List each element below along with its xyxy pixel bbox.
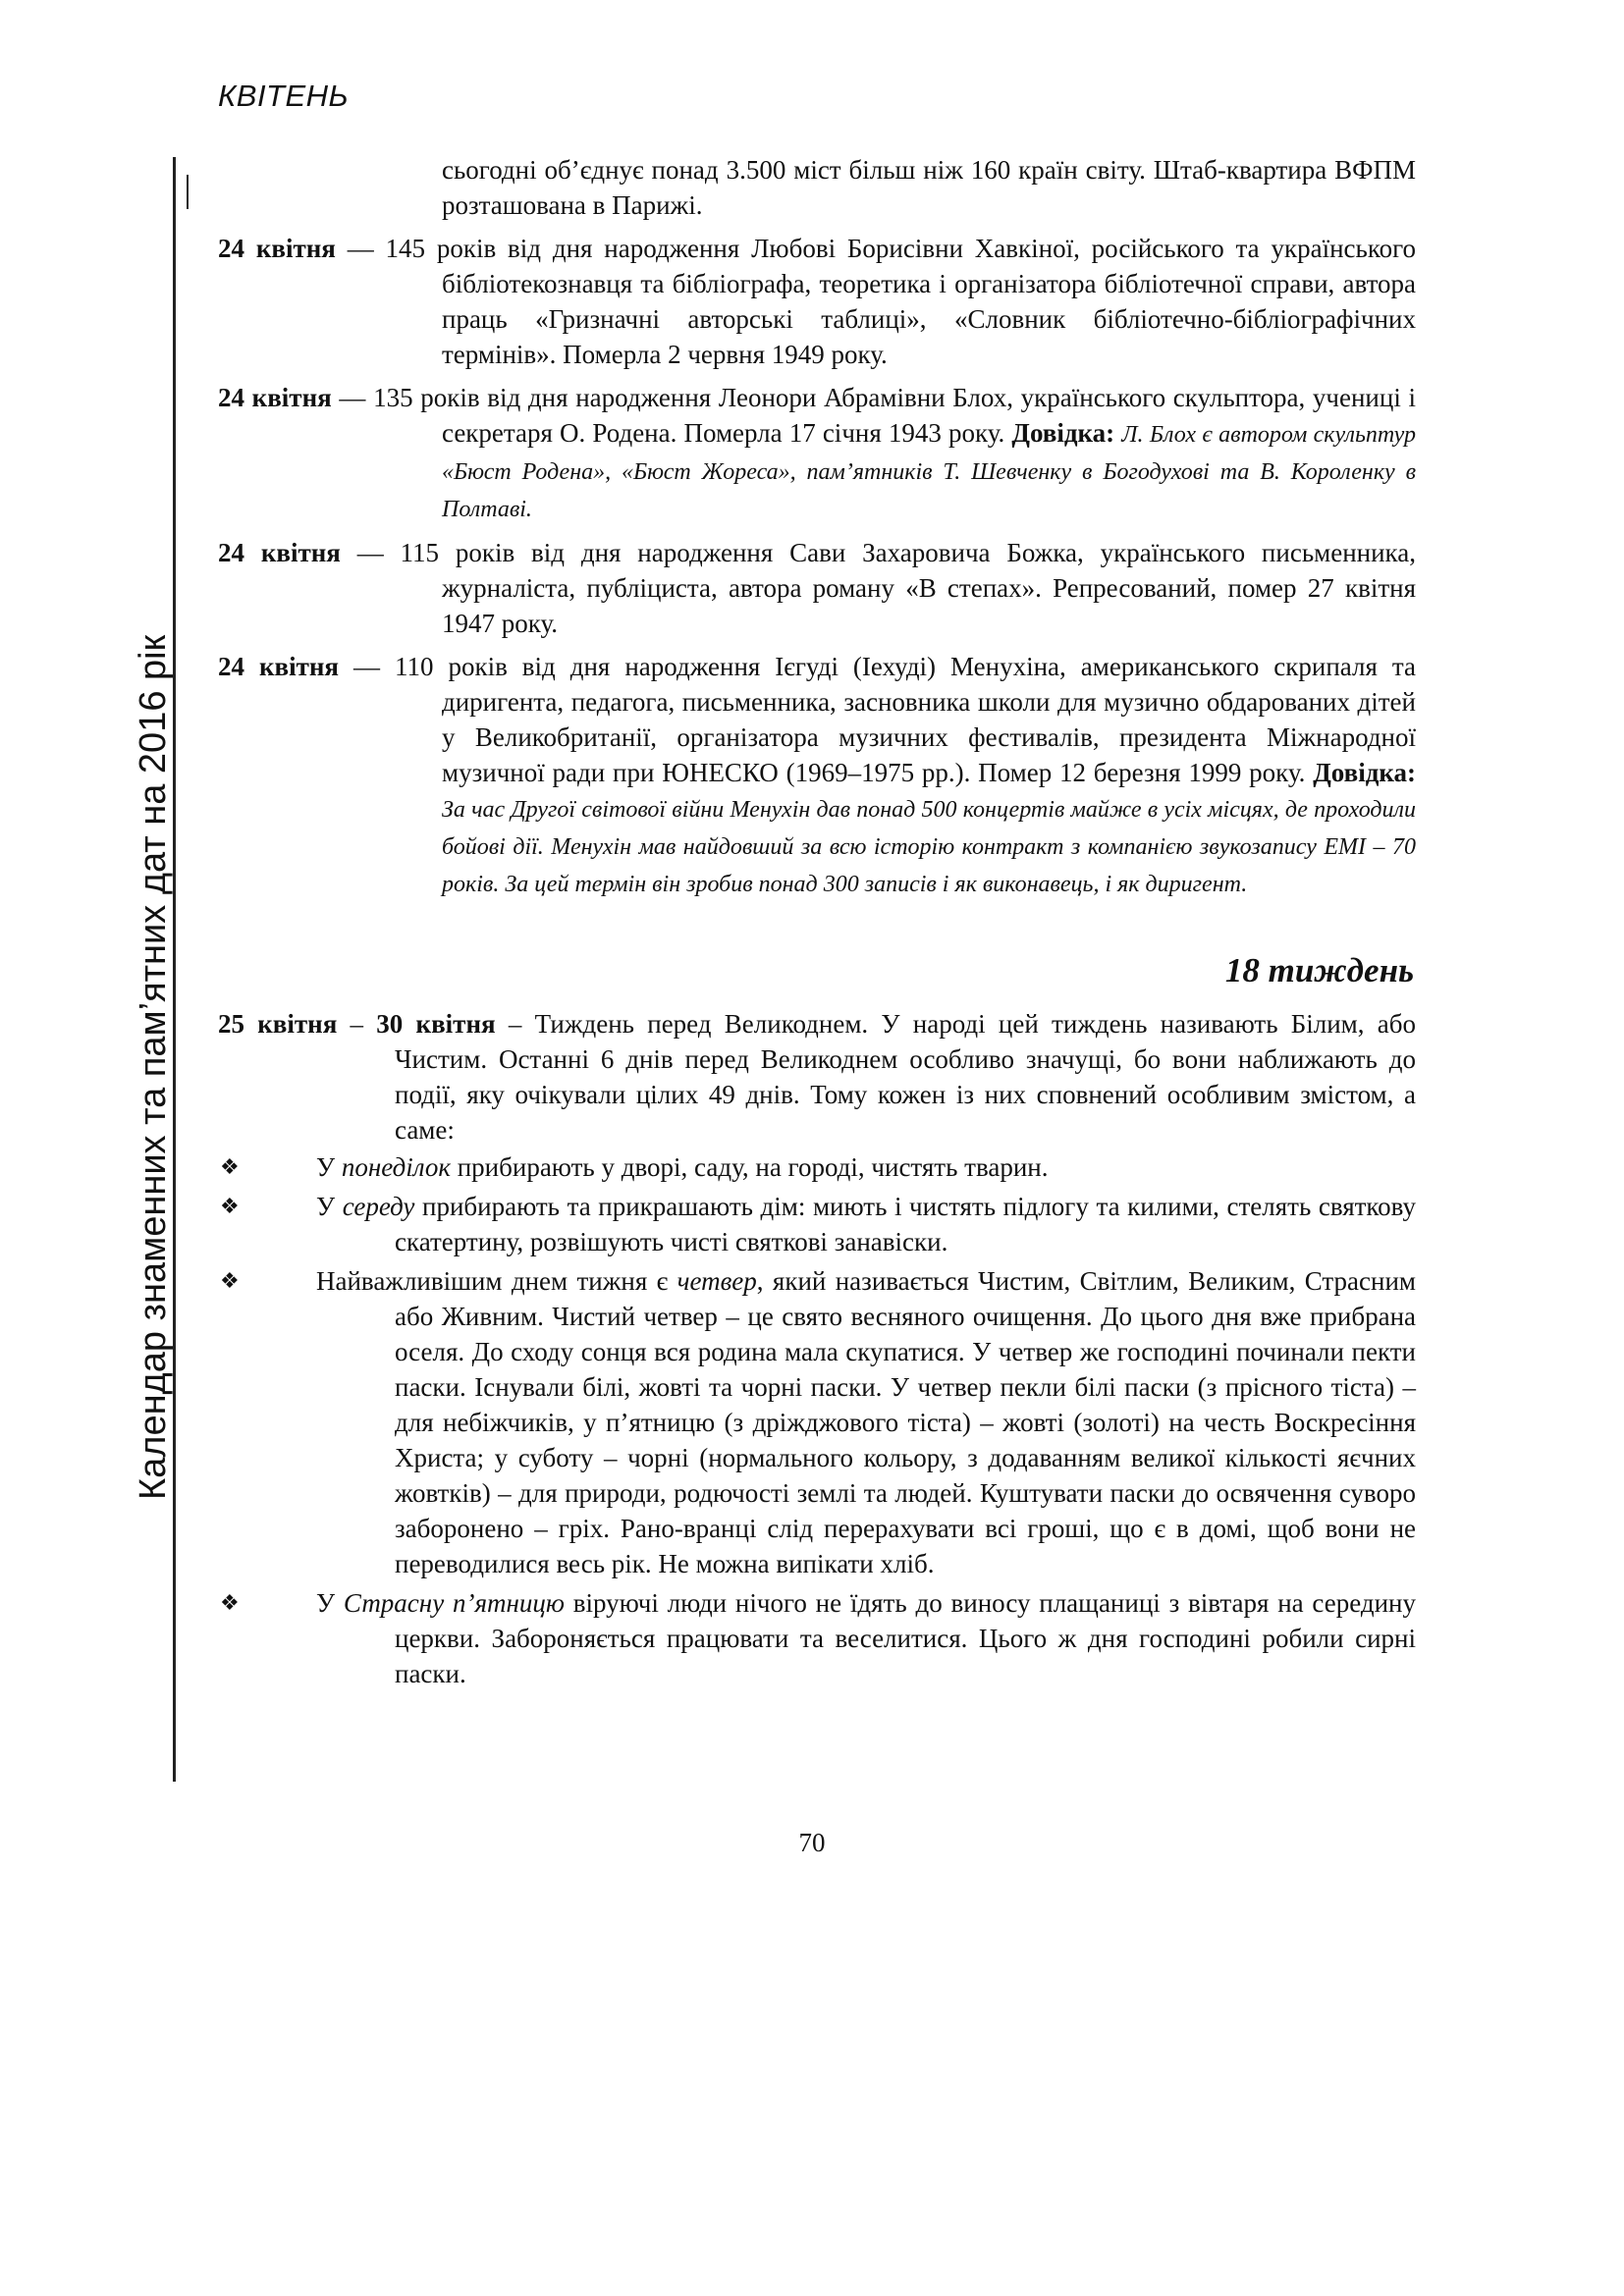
entry-text: 135 років від дня народження Леонори Абрамівни Блох, українського скульптора, учениці і секретаря О. Родена. Померла 17 січня 1943 року. bbox=[373, 383, 1416, 448]
sidebar-title: Календар знаменних та пам’ятних дат на 2016 рік bbox=[133, 634, 174, 1500]
bullet-post: прибирають у дворі, саду, на городі, чистять тварин. bbox=[450, 1152, 1049, 1182]
page-content bbox=[218, 152, 1416, 1695]
week-title: 18 тиждень bbox=[1224, 951, 1414, 989]
bullet-icon: ❖ bbox=[220, 1590, 240, 1615]
entry-text: 145 років від дня народження Любові Борисівни Хавкіної, російського та українського бібліотекознавця та бібліографа, теоретика і організатора бібліотечної справи, автора праць «Гризначні авторські таблиці», «Словник бібліотечно-бібліографічних термінів». Померла 2 червня 1949 року. bbox=[385, 234, 1416, 369]
bullet-icon: ❖ bbox=[220, 1194, 240, 1218]
bullet-pre: У bbox=[316, 1588, 344, 1618]
bullet-icon: ❖ bbox=[220, 1268, 240, 1293]
bullet-post: прибирають та прикрашають дім: миють і чистять підлогу та килими, стелять святкову скатертину, розвішують чисті святкові занавіски. bbox=[395, 1192, 1416, 1256]
week-date-from: 25 квітня bbox=[218, 1009, 338, 1039]
note-text: Л. Блох є автором скульптур «Бюст Родена», «Бюст Жореса», пам’ятників Т. Шевченку в Богодухові та В. Короленку в Полтаві. bbox=[442, 422, 1417, 522]
week-date-to: 30 квітня bbox=[376, 1009, 496, 1039]
bullet-day: понеділок bbox=[341, 1152, 451, 1182]
bullet-post: віруючі люди нічого не їдять до виносу плащаниці з вівтаря на середину церкви. Забороняється працювати та веселитися. Цього ж дня господині робили сирні паски. bbox=[395, 1588, 1416, 1688]
entry-bozhko bbox=[218, 535, 1416, 641]
bullet-icon: ❖ bbox=[220, 1154, 240, 1179]
bullet-pre: У bbox=[316, 1192, 343, 1221]
bullet-item bbox=[218, 1149, 1416, 1185]
entry-sep: — bbox=[335, 234, 386, 263]
page-header: КВІТЕНЬ bbox=[218, 79, 350, 113]
entry-date: 24 квітня bbox=[218, 234, 336, 263]
bullet-item bbox=[218, 1189, 1416, 1259]
sidebar-rule-short bbox=[187, 175, 189, 209]
bullet-item bbox=[218, 1263, 1416, 1581]
bullet-day: четвер bbox=[677, 1266, 757, 1296]
entry-sep: — bbox=[331, 383, 374, 412]
bullet-day: Страсну п’ятницю bbox=[343, 1588, 565, 1618]
week-intro-text: – Тиждень перед Великоднем. У народі цей тиждень називають Білим, або Чистим. Останні 6 днів перед Великоднем особливо значущі, бо вони наближають до події, яку очікували цілих 49 днів. Тому кожен із них сповнений особливим змістом, а саме: bbox=[395, 1009, 1416, 1145]
entry-date: 24 квітня bbox=[218, 652, 340, 681]
week-intro bbox=[218, 1006, 1416, 1148]
bullet-day: середу bbox=[342, 1192, 415, 1221]
page-number: 70 bbox=[798, 1828, 826, 1857]
bullet-pre: У bbox=[316, 1152, 342, 1182]
bullet-pre: Найважливішим днем тижня є bbox=[316, 1266, 677, 1296]
entry-date: 24 квітня bbox=[218, 538, 341, 567]
bullet-item bbox=[218, 1585, 1416, 1691]
note-text: За час Другої світової війни Менухін дав понад 500 концертів майже в усіх місцях, де проходили бойові дії. Менухін мав найдовший за всю історію контракт з компанією звукозапису ЕМІ – 70 років. За цей термін він зробив понад 300 записів і як виконавець, і як диригент. bbox=[442, 797, 1416, 897]
note-label: Довідка: bbox=[1011, 418, 1115, 448]
entry-continuation bbox=[218, 152, 1416, 223]
entry-menuhin bbox=[218, 649, 1416, 902]
entry-text: сьогодні об’єднує понад 3.500 міст більш ніж 160 країн світу. Штаб-квартира ВФПМ розташована в Парижі. bbox=[442, 155, 1416, 220]
entry-blokh bbox=[218, 380, 1416, 527]
entry-sep: — bbox=[339, 652, 395, 681]
entry-text: 110 років від дня народження Ієгуді (Іехуді) Менухіна, американського скрипаля та диригента, педагога, письменника, засновника школи для музично обдарованих дітей у Великобританії, організатора музичних фестивалів, президента Міжнародної музичної ради при ЮНЕСКО (1969–1975 рр.). Помер 12 березня 1999 року. bbox=[394, 652, 1417, 787]
bullet-list bbox=[218, 1149, 1416, 1691]
entry-text: 115 років від дня народження Сави Захаровича Божка, українського письменника, журналіста, публіциста, автора роману «В степах». Репресований, помер 27 квітня 1947 року. bbox=[400, 538, 1416, 638]
entry-date: 24 квітня bbox=[218, 383, 332, 412]
week-dash: – bbox=[337, 1009, 377, 1039]
entry-khavkina bbox=[218, 231, 1416, 372]
note-label: Довідка: bbox=[1313, 758, 1417, 787]
entry-sep: — bbox=[340, 538, 401, 567]
bullet-post: , який називається Чистим, Світлим, Великим, Страсним або Живним. Чистий четвер – це свято весняного очищення. До цього дня вже прибрана оселя. До сходу сонця вся родина мала скупатися. У четвер же господині починали пекти паски. Існували білі, жовті та чорні паски. У четвер пекли білі паски (з прісного тіста) – для небіжчиків, у п’ятницю (з дріжджового тіста) – жовті (золоті) на честь Воскресіння Христа; у суботу – чорні (нормального кольору, з додаванням великої кількості яєчних жовтків) – для природи, родючості землі та людей. Куштувати паски до освячення суворо заборонено – гріх. Рано-вранці слід перерахувати всі гроші, що є в домі, щоб вони не переводилися весь рік. Не можна випікати хліб. bbox=[395, 1266, 1417, 1578]
